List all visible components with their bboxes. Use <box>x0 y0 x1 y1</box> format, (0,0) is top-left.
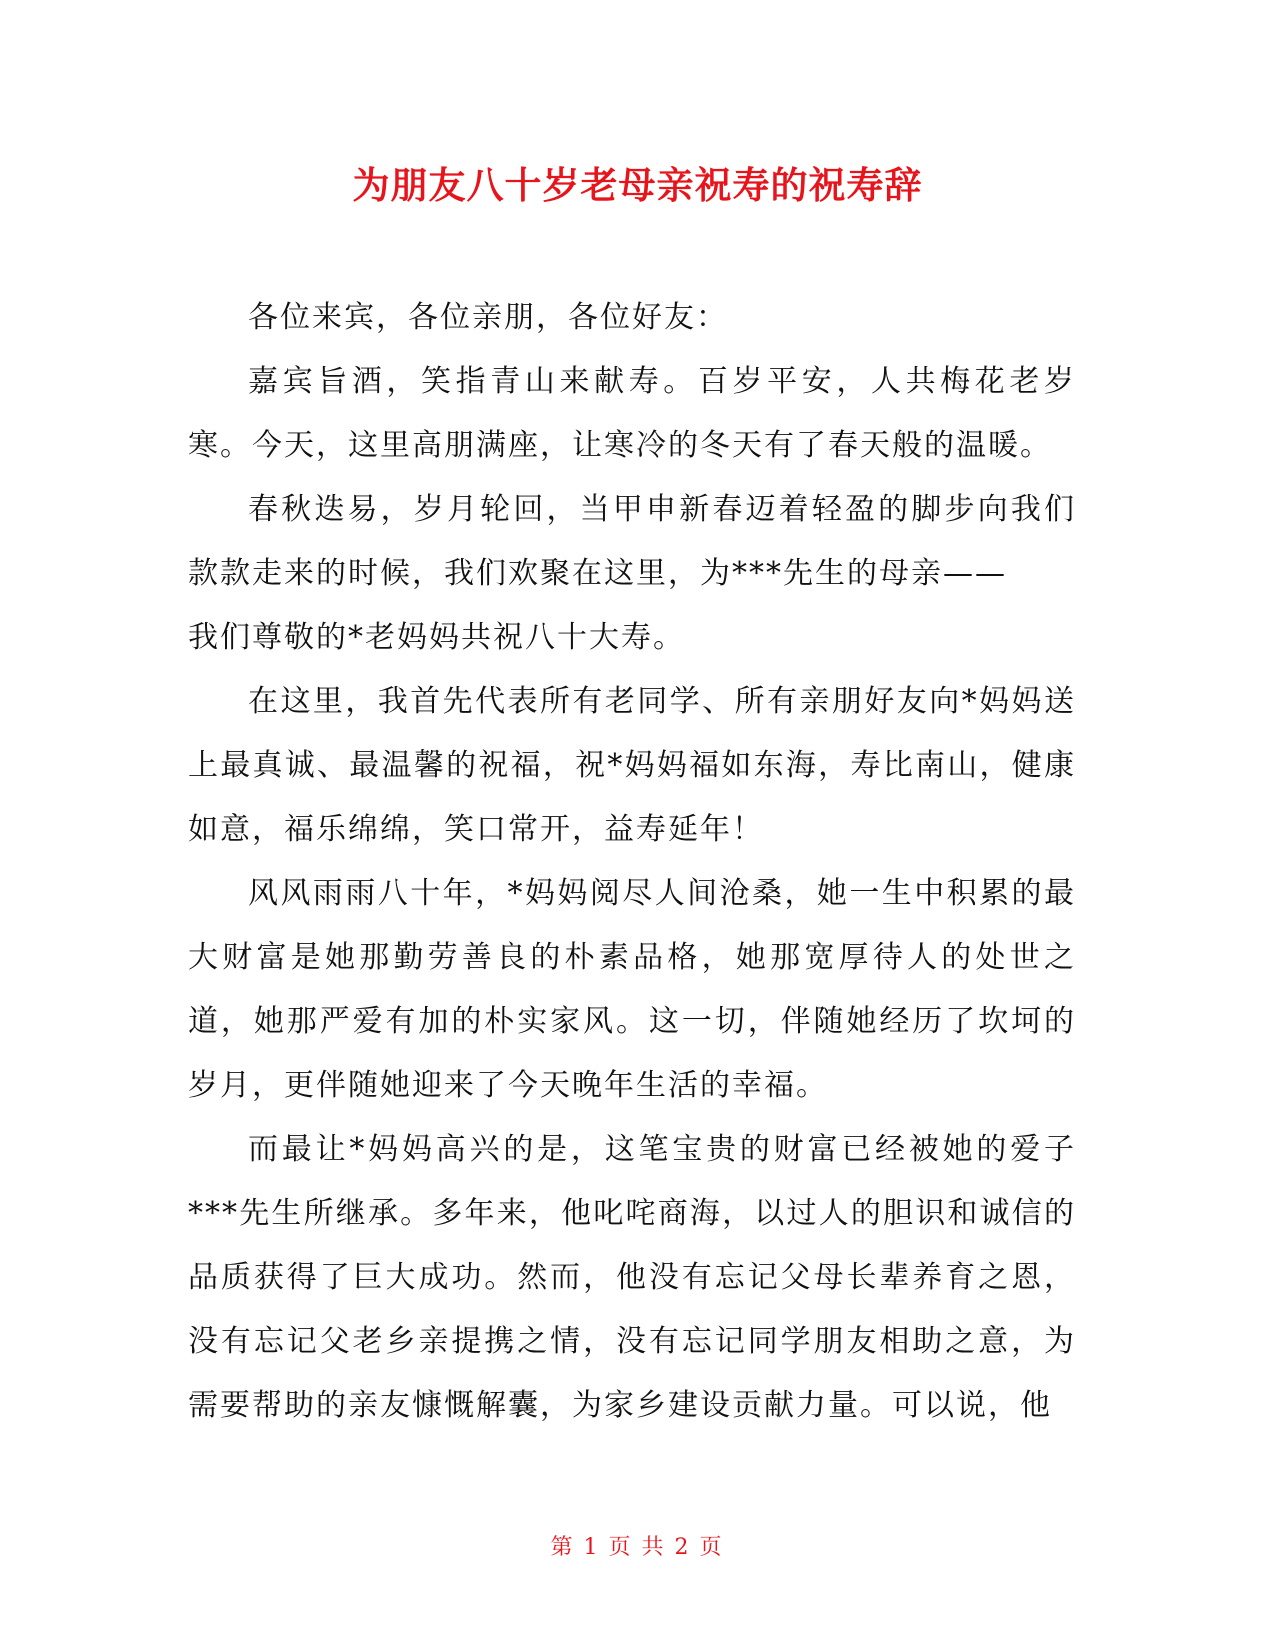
paragraph-3: 在这里，我首先代表所有老同学、所有亲朋好友向*妈妈送上最真诚、最温馨的祝福，祝*妈妈福如东海，寿比南山，健康如意，福乐绵绵，笑口常开，益寿延年！ <box>188 684 1076 847</box>
paragraph-2: 春秋迭易，岁月轮回，当甲申新春迈着轻盈的脚步向我们款款走来的时候，我们欢聚在这里，为***先生的母亲—— <box>188 492 1076 591</box>
footer-page-unit: 页 <box>608 1535 634 1560</box>
paragraph-5: 而最让*妈妈高兴的是，这笔宝贵的财富已经被她的爱子***先生所继承。多年来，他叱咤商海，以过人的胆识和诚信的品质获得了巨大成功。然而，他没有忘记父母长辈养育之恩，没有忘记父老乡亲提携之情，没有忘记同学朋友相助之意，为需要帮助的亲友慷慨解囊，为家乡建设贡献力量。可以说，他 <box>188 1132 1076 1423</box>
footer-total-label: 共 <box>641 1535 667 1560</box>
paragraph-4: 风风雨雨八十年，*妈妈阅尽人间沧桑，她一生中积累的最大财富是她那勤劳善良的朴素品格，她那宽厚待人的处世之道，她那严爱有加的朴实家风。这一切，伴随她经历了坎坷的岁月，更伴随她迎来了今天晚年生活的幸福。 <box>188 876 1076 1103</box>
footer-current-page: 1 <box>583 1535 601 1560</box>
document-body <box>188 286 1076 1438</box>
paragraph-2-continued: 我们尊敬的*老妈妈共祝八十大寿。 <box>188 620 685 655</box>
page-footer <box>0 1530 1275 1561</box>
footer-total-unit: 页 <box>699 1535 725 1560</box>
footer-total-pages: 2 <box>674 1535 692 1560</box>
paragraph-1: 嘉宾旨酒，笑指青山来献寿。百岁平安，人共梅花老岁寒。今天，这里高朋满座，让寒冷的冬天有了春天般的温暖。 <box>188 364 1076 463</box>
footer-page-label: 第 <box>550 1535 576 1560</box>
paragraph-greeting: 各位来宾，各位亲朋，各位好友： <box>248 300 728 335</box>
document-title: 为朋友八十岁老母亲祝寿的祝寿辞 <box>352 164 923 207</box>
